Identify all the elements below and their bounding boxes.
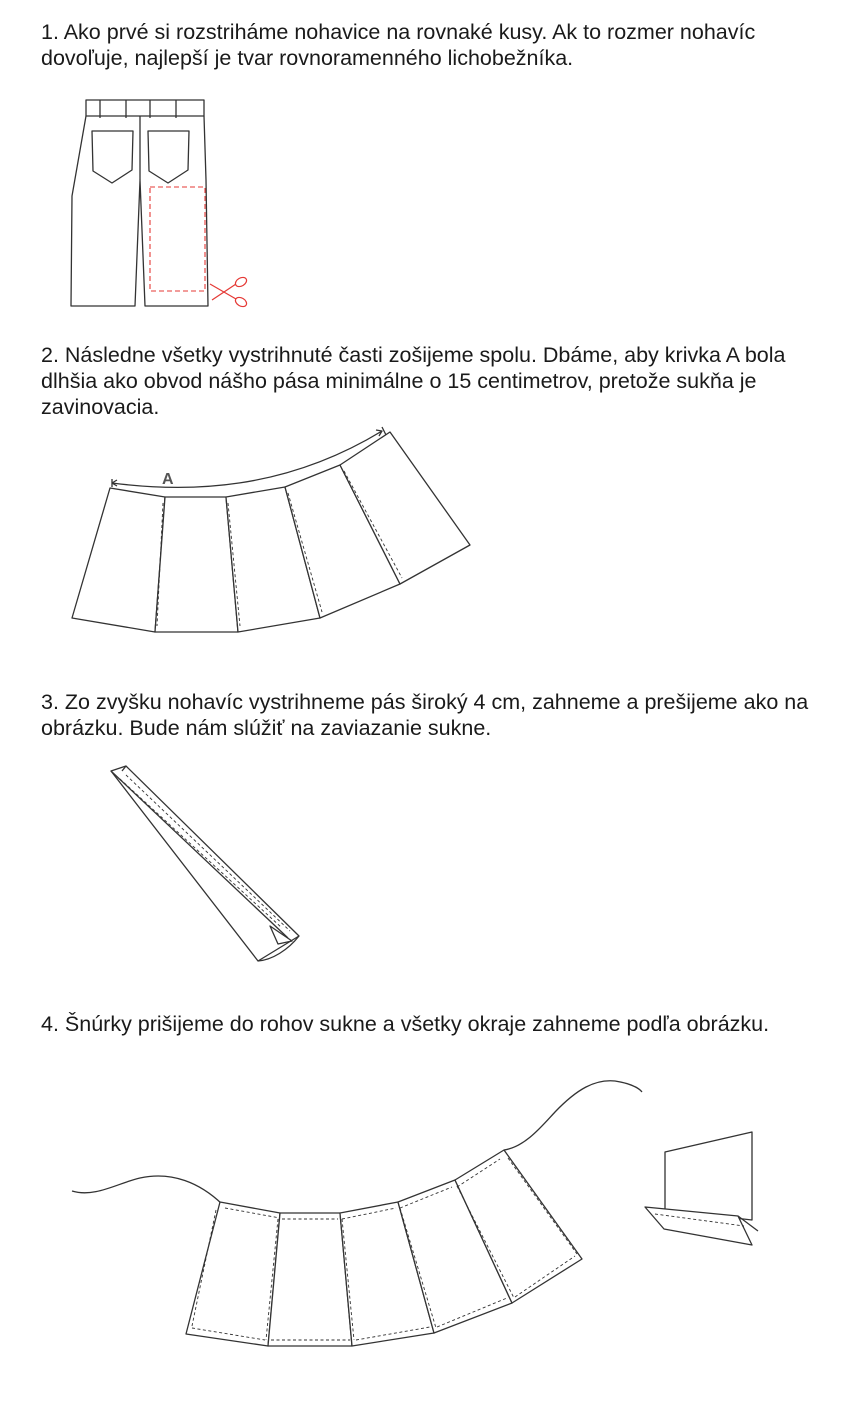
curve-a-label: A (162, 471, 174, 488)
cut-pattern-outline (150, 187, 205, 291)
scissors-icon (210, 276, 248, 309)
finished-skirt-panels (186, 1150, 582, 1346)
step-4-instruction: 4. Šnúrky prišijeme do rohov sukne a všetky okraje zahneme podľa obrázku. (41, 1012, 770, 1036)
step-1-instruction: 1. Ako prvé si rozstriháme nohavice na rovnaké kusy. Ak to rozmer nohavíc dovoľuje, najlepší je tvar rovnoramenného lichobežníka. (41, 20, 756, 70)
step-3-instruction: 3. Zo zvyšku nohavíc vystrihneme pás široký 4 cm, zahneme a prešijeme ako na obrázku. Bude nám slúžiť na zaviazanie sukne. (41, 690, 809, 740)
folded-tie-strip (111, 766, 299, 961)
step-2-instruction: 2. Následne všetky vystrihnuté časti zošijeme spolu. Dbáme, aby krivka A bola dlhšia ako obvod nášho pása minimálne o 15 centimetrov, pretože sukňa je zavinovacia. (41, 343, 786, 419)
jeans-outline (71, 100, 208, 306)
skirt-ties (72, 1081, 642, 1204)
hem-fold-detail (645, 1132, 758, 1245)
skirt-panels (72, 432, 470, 632)
curve-a-measurement (112, 427, 386, 487)
